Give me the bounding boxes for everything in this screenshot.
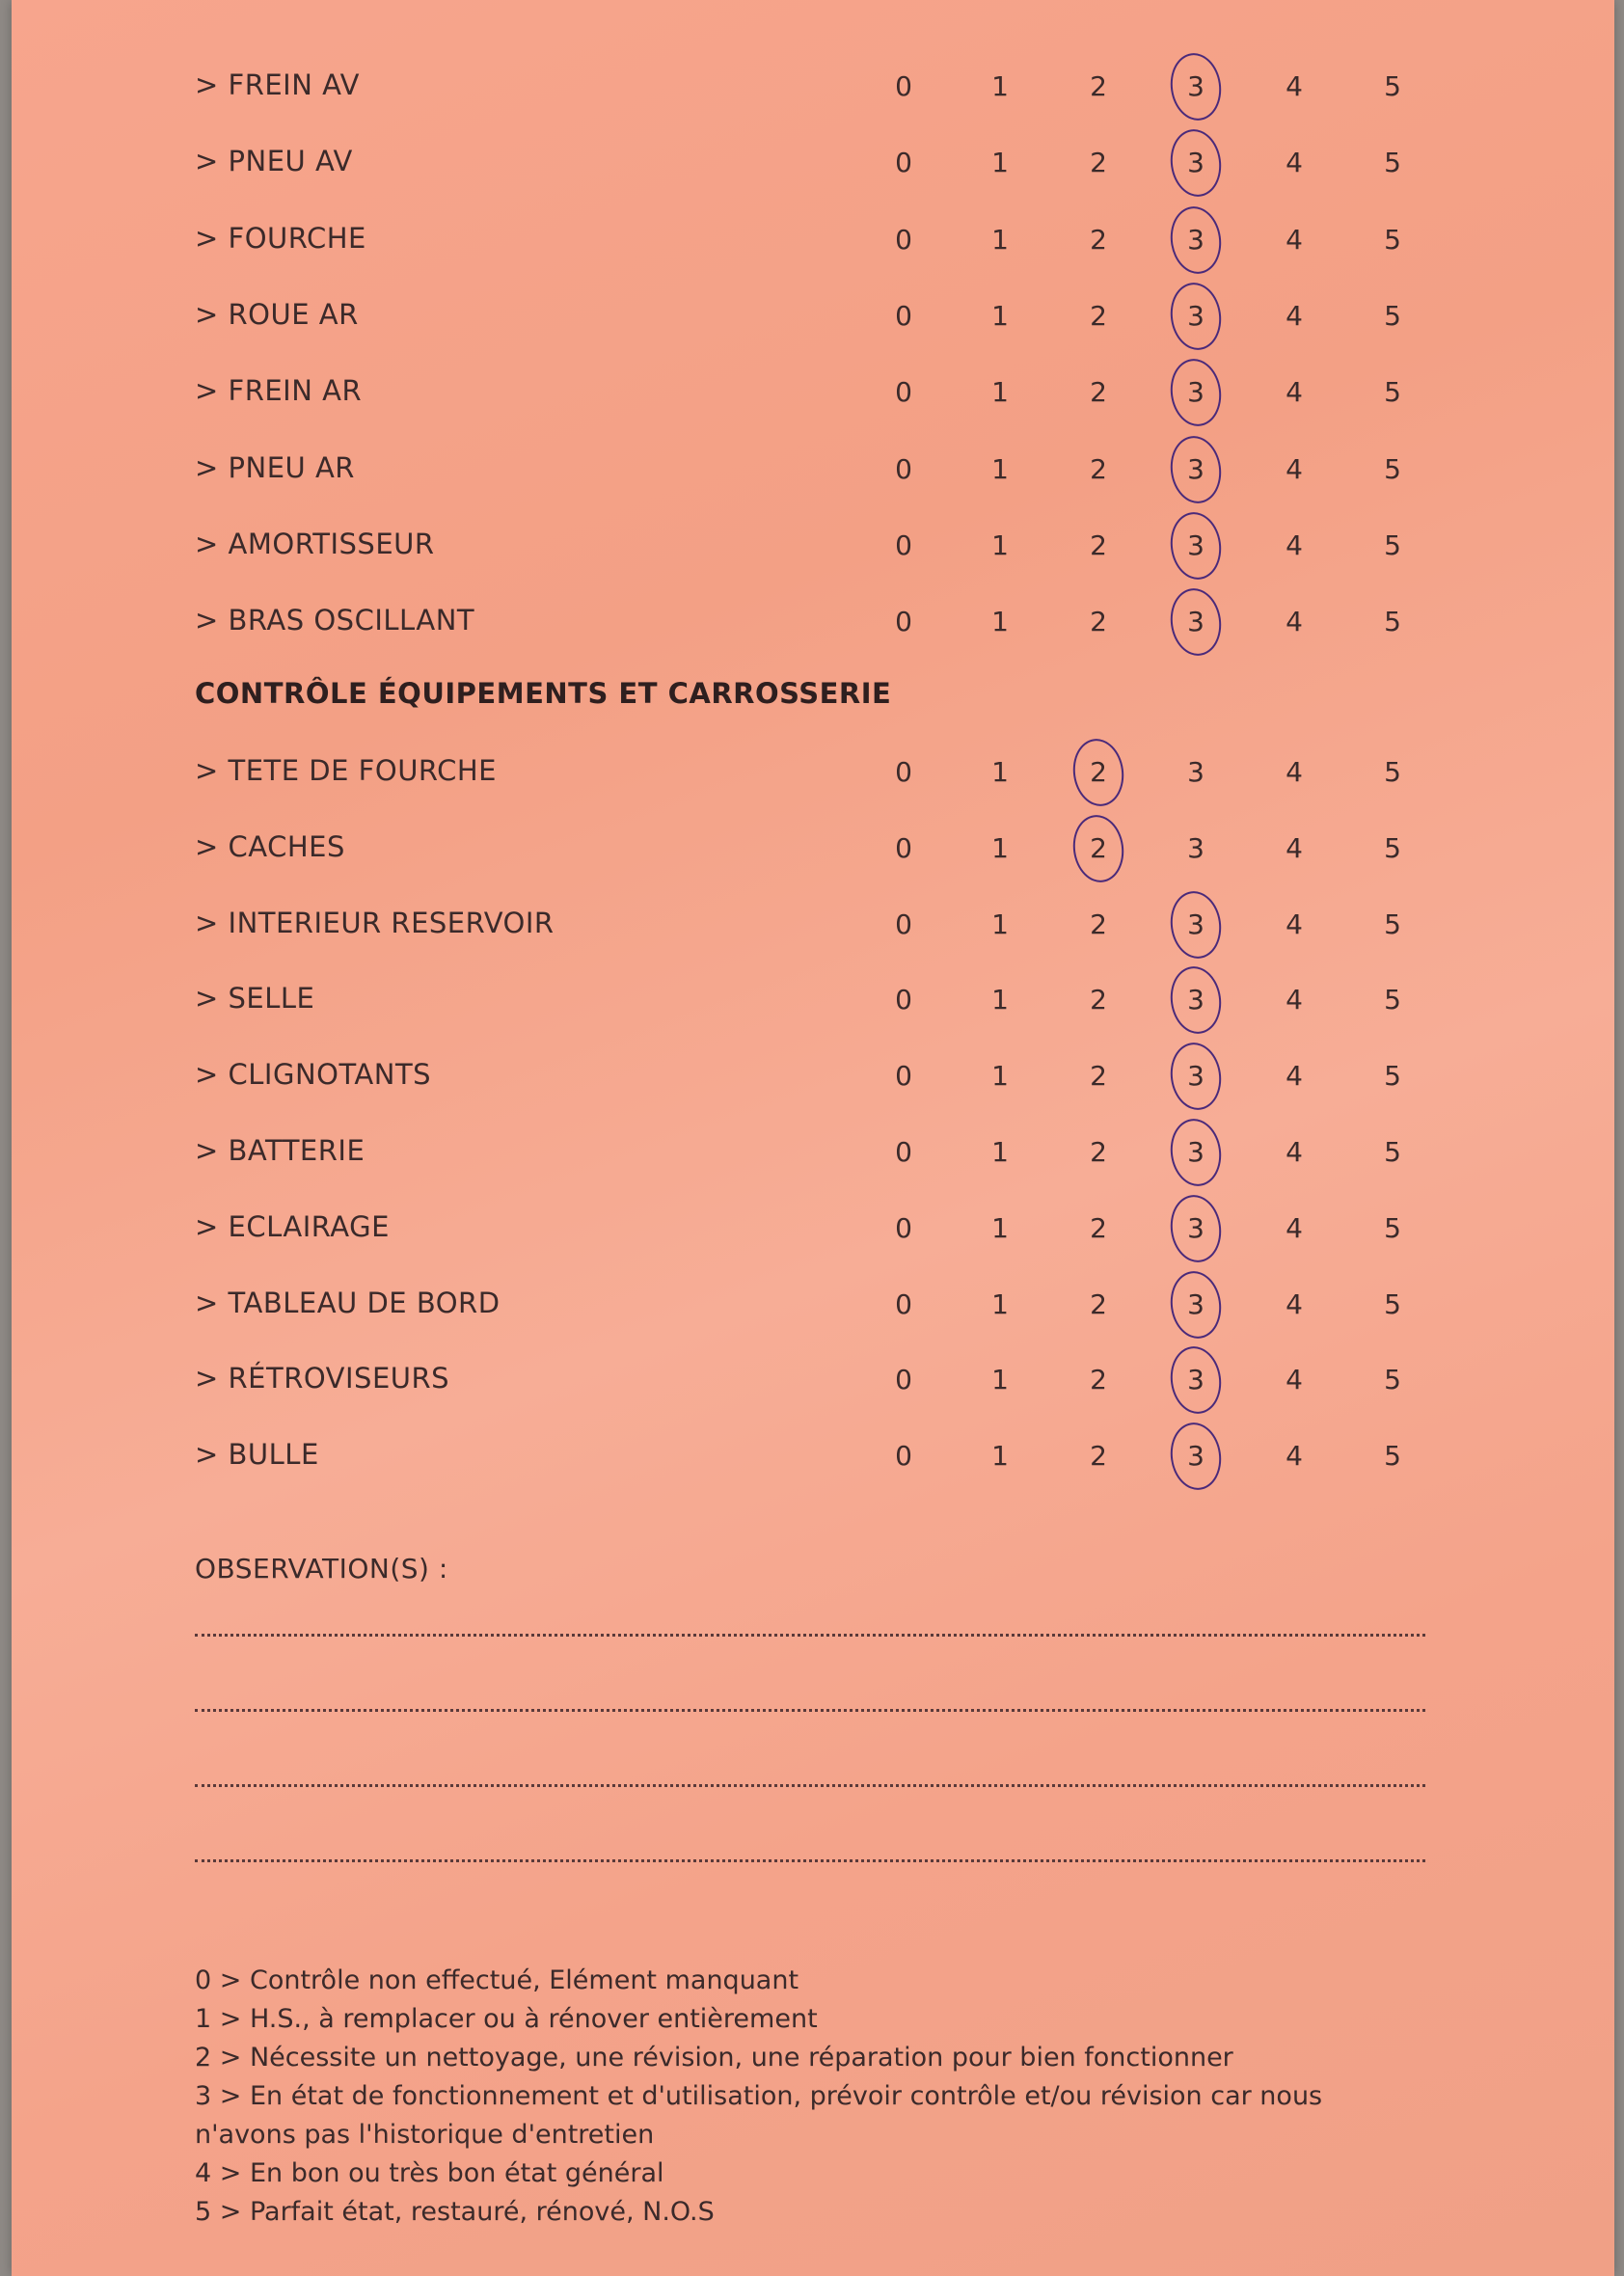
checklist-label: > RÉTROVISEURS <box>195 1362 450 1395</box>
score-option-3[interactable] <box>1177 376 1215 408</box>
checklist-row <box>12 368 1614 411</box>
score-option-4[interactable] <box>1275 224 1313 256</box>
observation-line[interactable] <box>195 1634 1425 1637</box>
selected-circle <box>1166 432 1225 506</box>
score-value: 3 <box>1187 831 1204 864</box>
score-value: 3 <box>1187 984 1204 1016</box>
observation-line[interactable] <box>195 1859 1425 1862</box>
score-value: 3 <box>1187 606 1204 638</box>
score-option-1[interactable] <box>981 1136 1019 1168</box>
score-option-2[interactable] <box>1079 1440 1118 1472</box>
selected-circle <box>1166 1116 1225 1190</box>
score-option-5[interactable] <box>1373 1364 1412 1395</box>
score-option-3[interactable] <box>1177 1212 1215 1244</box>
selected-circle <box>1069 736 1127 810</box>
score-value: 2 <box>1090 1211 1107 1244</box>
score-option-2[interactable] <box>1079 1060 1118 1092</box>
score-option-0[interactable] <box>884 606 923 637</box>
checklist-label: > FREIN AV <box>195 68 360 101</box>
score-value: 5 <box>1384 1440 1401 1473</box>
rating-legend <box>195 1962 1448 2232</box>
score-value: 0 <box>895 528 912 561</box>
score-value: 3 <box>1187 528 1204 561</box>
legend-line: n'avons pas l'historique d'entretien <box>195 2120 655 2150</box>
score-value: 5 <box>1384 70 1401 102</box>
score-option-4[interactable] <box>1275 756 1313 788</box>
score-option-0[interactable] <box>884 908 923 940</box>
score-value: 2 <box>1090 1287 1107 1320</box>
score-value: 2 <box>1090 1364 1107 1396</box>
score-value: 1 <box>991 528 1009 561</box>
score-value: 1 <box>991 1287 1009 1320</box>
score-option-3[interactable] <box>1177 453 1215 485</box>
checklist-label: > BRAS OSCILLANT <box>195 604 475 637</box>
score-option-1[interactable] <box>981 300 1019 332</box>
score-option-4[interactable] <box>1275 70 1313 102</box>
score-value: 1 <box>991 606 1009 638</box>
score-value: 2 <box>1090 756 1107 788</box>
score-option-4[interactable] <box>1275 832 1313 864</box>
score-option-2[interactable] <box>1079 908 1118 940</box>
selected-circle <box>1166 1343 1225 1418</box>
legend-line: 5 > Parfait état, restauré, rénové, N.O.S <box>195 2197 715 2227</box>
score-value: 5 <box>1384 147 1401 179</box>
score-option-3[interactable] <box>1177 1136 1215 1168</box>
checklist-row <box>12 1052 1614 1095</box>
score-value: 5 <box>1384 1060 1401 1093</box>
score-value: 4 <box>1286 70 1303 102</box>
score-option-0[interactable] <box>884 1212 923 1244</box>
score-value: 4 <box>1286 528 1303 561</box>
score-option-2[interactable] <box>1079 70 1118 102</box>
score-option-4[interactable] <box>1275 376 1313 408</box>
score-option-5[interactable] <box>1373 908 1412 940</box>
legend-line: 4 > En bon ou très bon état général <box>195 2158 664 2188</box>
score-value: 0 <box>895 147 912 179</box>
score-value: 3 <box>1187 756 1204 788</box>
score-option-0[interactable] <box>884 300 923 332</box>
score-option-1[interactable] <box>981 1440 1019 1472</box>
score-value: 3 <box>1187 1211 1204 1244</box>
score-value: 1 <box>991 1364 1009 1396</box>
score-option-4[interactable] <box>1275 1288 1313 1320</box>
checklist-row <box>12 139 1614 181</box>
score-option-4[interactable] <box>1275 453 1313 485</box>
score-option-3[interactable] <box>1177 1440 1215 1472</box>
legend-line: 1 > H.S., à remplacer ou à rénover entièrement <box>195 2004 818 2034</box>
selected-circle <box>1166 1040 1225 1114</box>
score-value: 3 <box>1187 1060 1204 1093</box>
score-value: 1 <box>991 147 1009 179</box>
score-option-5[interactable] <box>1373 756 1412 788</box>
score-option-3[interactable] <box>1177 224 1215 256</box>
checklist-row <box>12 1281 1614 1323</box>
score-value: 0 <box>895 299 912 332</box>
score-option-3[interactable] <box>1177 756 1215 788</box>
score-value: 3 <box>1187 452 1204 485</box>
selected-circle <box>1166 1192 1225 1266</box>
score-option-5[interactable] <box>1373 1136 1412 1168</box>
score-option-5[interactable] <box>1373 1060 1412 1092</box>
selected-circle <box>1166 1267 1225 1341</box>
score-option-0[interactable] <box>884 1288 923 1320</box>
score-value: 5 <box>1384 756 1401 788</box>
score-value: 0 <box>895 984 912 1016</box>
score-value: 4 <box>1286 1364 1303 1396</box>
checklist-row <box>12 825 1614 867</box>
score-value: 1 <box>991 452 1009 485</box>
checklist-label: > PNEU AV <box>195 145 353 178</box>
score-option-5[interactable] <box>1373 832 1412 864</box>
score-value: 0 <box>895 908 912 940</box>
legend-line: 3 > En état de fonctionnement et d'utilisation, prévoir contrôle et/ou révision car nous <box>195 2081 1323 2111</box>
score-option-0[interactable] <box>884 376 923 408</box>
score-value: 0 <box>895 1364 912 1396</box>
score-option-1[interactable] <box>981 1212 1019 1244</box>
score-option-0[interactable] <box>884 832 923 864</box>
score-option-3[interactable] <box>1177 1364 1215 1395</box>
score-value: 5 <box>1384 299 1401 332</box>
score-option-2[interactable] <box>1079 1212 1118 1244</box>
score-value: 5 <box>1384 984 1401 1016</box>
score-value: 5 <box>1384 528 1401 561</box>
score-option-0[interactable] <box>884 984 923 1016</box>
score-option-2[interactable] <box>1079 832 1118 864</box>
checklist-label: > INTERIEUR RESERVOIR <box>195 906 555 939</box>
score-option-5[interactable] <box>1373 1288 1412 1320</box>
score-value: 0 <box>895 1060 912 1093</box>
score-option-3[interactable] <box>1177 1060 1215 1092</box>
score-value: 3 <box>1187 1364 1204 1396</box>
score-value: 5 <box>1384 606 1401 638</box>
score-value: 1 <box>991 1136 1009 1168</box>
score-option-0[interactable] <box>884 453 923 485</box>
score-option-3[interactable] <box>1177 984 1215 1016</box>
score-option-2[interactable] <box>1079 1364 1118 1395</box>
score-option-0[interactable] <box>884 147 923 178</box>
score-option-1[interactable] <box>981 1364 1019 1395</box>
selected-circle <box>1166 1420 1225 1494</box>
selected-circle <box>1166 280 1225 354</box>
score-option-1[interactable] <box>981 606 1019 637</box>
score-option-3[interactable] <box>1177 606 1215 637</box>
score-option-4[interactable] <box>1275 529 1313 561</box>
score-option-5[interactable] <box>1373 606 1412 637</box>
score-value: 4 <box>1286 984 1303 1016</box>
score-value: 3 <box>1187 908 1204 940</box>
score-option-2[interactable] <box>1079 147 1118 178</box>
score-value: 2 <box>1090 223 1107 256</box>
checklist-row <box>12 901 1614 943</box>
selected-circle <box>1166 203 1225 277</box>
score-option-4[interactable] <box>1275 908 1313 940</box>
score-value: 0 <box>895 1136 912 1168</box>
score-value: 1 <box>991 756 1009 788</box>
checklist-label: > TABLEAU DE BORD <box>195 1286 501 1319</box>
score-value: 4 <box>1286 147 1303 179</box>
score-value: 3 <box>1187 70 1204 102</box>
score-option-5[interactable] <box>1373 529 1412 561</box>
score-option-1[interactable] <box>981 756 1019 788</box>
score-option-4[interactable] <box>1275 1364 1313 1395</box>
score-option-4[interactable] <box>1275 147 1313 178</box>
score-value: 3 <box>1187 1287 1204 1320</box>
score-value: 1 <box>991 908 1009 940</box>
observation-line[interactable] <box>195 1709 1425 1712</box>
checklist-label: > AMORTISSEUR <box>195 527 435 560</box>
score-option-2[interactable] <box>1079 1288 1118 1320</box>
score-option-1[interactable] <box>981 984 1019 1016</box>
score-value: 4 <box>1286 606 1303 638</box>
score-value: 4 <box>1286 1211 1303 1244</box>
score-value: 2 <box>1090 452 1107 485</box>
inspection-sheet <box>12 0 1614 2276</box>
score-value: 1 <box>991 299 1009 332</box>
score-value: 0 <box>895 452 912 485</box>
score-option-4[interactable] <box>1275 300 1313 332</box>
score-option-4[interactable] <box>1275 984 1313 1016</box>
score-value: 4 <box>1286 908 1303 940</box>
checklist-label: > CLIGNOTANTS <box>195 1058 432 1092</box>
selected-circle <box>1166 585 1225 660</box>
score-value: 2 <box>1090 984 1107 1016</box>
checklist-label: > BULLE <box>195 1438 319 1472</box>
score-value: 0 <box>895 1211 912 1244</box>
score-option-3[interactable] <box>1177 832 1215 864</box>
score-value: 2 <box>1090 831 1107 864</box>
score-value: 0 <box>895 606 912 638</box>
checklist-row <box>12 1205 1614 1247</box>
score-option-4[interactable] <box>1275 606 1313 637</box>
checklist-row <box>12 216 1614 258</box>
score-value: 1 <box>991 70 1009 102</box>
score-value: 5 <box>1384 223 1401 256</box>
score-value: 2 <box>1090 606 1107 638</box>
score-option-0[interactable] <box>884 1136 923 1168</box>
checklist-row <box>12 1432 1614 1475</box>
score-option-5[interactable] <box>1373 376 1412 408</box>
score-option-5[interactable] <box>1373 224 1412 256</box>
checklist-row <box>12 522 1614 564</box>
score-option-1[interactable] <box>981 224 1019 256</box>
score-value: 3 <box>1187 1136 1204 1168</box>
score-value: 1 <box>991 1440 1009 1473</box>
score-value: 4 <box>1286 299 1303 332</box>
checklist-label: > FREIN AR <box>195 374 363 408</box>
checklist-label: > PNEU AR <box>195 450 355 484</box>
score-value: 5 <box>1384 1287 1401 1320</box>
score-option-3[interactable] <box>1177 908 1215 940</box>
score-value: 5 <box>1384 376 1401 409</box>
score-value: 2 <box>1090 908 1107 940</box>
score-value: 2 <box>1090 1440 1107 1473</box>
selected-circle <box>1166 887 1225 962</box>
score-value: 0 <box>895 223 912 256</box>
score-option-5[interactable] <box>1373 453 1412 485</box>
selected-circle <box>1166 963 1225 1038</box>
score-value: 3 <box>1187 223 1204 256</box>
selected-circle <box>1166 356 1225 430</box>
checklist-row <box>12 63 1614 105</box>
checklist-label: > FOURCHE <box>195 221 366 255</box>
checklist-label: > BATTERIE <box>195 1134 365 1167</box>
score-option-2[interactable] <box>1079 224 1118 256</box>
score-value: 3 <box>1187 1440 1204 1473</box>
score-option-3[interactable] <box>1177 147 1215 178</box>
section-title: CONTRÔLE ÉQUIPEMENTS ET CARROSSERIE <box>195 677 892 710</box>
score-option-1[interactable] <box>981 832 1019 864</box>
score-value: 2 <box>1090 1136 1107 1168</box>
score-option-5[interactable] <box>1373 984 1412 1016</box>
score-value: 0 <box>895 831 912 864</box>
score-value: 4 <box>1286 452 1303 485</box>
checklist-label: > CACHES <box>195 829 345 863</box>
score-option-0[interactable] <box>884 756 923 788</box>
score-value: 2 <box>1090 70 1107 102</box>
score-option-3[interactable] <box>1177 529 1215 561</box>
score-option-5[interactable] <box>1373 1440 1412 1472</box>
score-option-1[interactable] <box>981 908 1019 940</box>
score-value: 5 <box>1384 908 1401 940</box>
selected-circle <box>1166 126 1225 201</box>
score-value: 1 <box>991 831 1009 864</box>
score-option-2[interactable] <box>1079 1136 1118 1168</box>
score-option-4[interactable] <box>1275 1136 1313 1168</box>
score-option-0[interactable] <box>884 1364 923 1395</box>
score-value: 1 <box>991 1211 1009 1244</box>
score-value: 3 <box>1187 147 1204 179</box>
score-option-5[interactable] <box>1373 147 1412 178</box>
score-value: 1 <box>991 223 1009 256</box>
score-value: 4 <box>1286 1060 1303 1093</box>
score-value: 1 <box>991 376 1009 409</box>
score-value: 2 <box>1090 376 1107 409</box>
score-value: 5 <box>1384 1364 1401 1396</box>
score-option-3[interactable] <box>1177 300 1215 332</box>
score-option-0[interactable] <box>884 70 923 102</box>
score-option-0[interactable] <box>884 1440 923 1472</box>
score-option-2[interactable] <box>1079 300 1118 332</box>
score-value: 1 <box>991 1060 1009 1093</box>
score-value: 2 <box>1090 528 1107 561</box>
score-value: 0 <box>895 1440 912 1473</box>
score-value: 0 <box>895 376 912 409</box>
score-option-5[interactable] <box>1373 70 1412 102</box>
score-option-0[interactable] <box>884 224 923 256</box>
score-value: 5 <box>1384 1211 1401 1244</box>
score-option-3[interactable] <box>1177 70 1215 102</box>
score-value: 4 <box>1286 1136 1303 1168</box>
score-option-1[interactable] <box>981 70 1019 102</box>
score-option-0[interactable] <box>884 1060 923 1092</box>
checklist-row <box>12 598 1614 640</box>
score-option-1[interactable] <box>981 453 1019 485</box>
checklist-row <box>12 292 1614 335</box>
score-value: 0 <box>895 70 912 102</box>
score-value: 4 <box>1286 1287 1303 1320</box>
checklist-label: > ROUE AR <box>195 297 359 331</box>
score-option-5[interactable] <box>1373 300 1412 332</box>
score-option-2[interactable] <box>1079 376 1118 408</box>
observation-line[interactable] <box>195 1784 1425 1787</box>
score-option-1[interactable] <box>981 376 1019 408</box>
checklist-row <box>12 748 1614 791</box>
selected-circle <box>1166 509 1225 583</box>
score-value: 5 <box>1384 452 1401 485</box>
score-value: 1 <box>991 984 1009 1016</box>
score-value: 2 <box>1090 299 1107 332</box>
score-option-4[interactable] <box>1275 1440 1313 1472</box>
legend-line: 0 > Contrôle non effectué, Elément manquant <box>195 1965 799 1995</box>
checklist-label: > SELLE <box>195 982 315 1016</box>
score-value: 4 <box>1286 376 1303 409</box>
score-option-5[interactable] <box>1373 1212 1412 1244</box>
score-option-1[interactable] <box>981 529 1019 561</box>
score-value: 4 <box>1286 831 1303 864</box>
score-value: 3 <box>1187 376 1204 409</box>
score-option-2[interactable] <box>1079 453 1118 485</box>
score-value: 5 <box>1384 1136 1401 1168</box>
score-value: 0 <box>895 756 912 788</box>
score-value: 4 <box>1286 1440 1303 1473</box>
score-value: 0 <box>895 1287 912 1320</box>
checklist-row <box>12 446 1614 488</box>
checklist-row <box>12 1128 1614 1171</box>
score-option-2[interactable] <box>1079 606 1118 637</box>
score-value: 4 <box>1286 223 1303 256</box>
score-option-4[interactable] <box>1275 1212 1313 1244</box>
checklist-label: > ECLAIRAGE <box>195 1209 390 1243</box>
score-value: 2 <box>1090 147 1107 179</box>
score-value: 5 <box>1384 831 1401 864</box>
score-option-1[interactable] <box>981 1060 1019 1092</box>
score-option-2[interactable] <box>1079 529 1118 561</box>
checklist-label: > TETE DE FOURCHE <box>195 754 497 787</box>
score-option-1[interactable] <box>981 147 1019 178</box>
score-option-2[interactable] <box>1079 984 1118 1016</box>
score-value: 2 <box>1090 1060 1107 1093</box>
score-option-0[interactable] <box>884 529 923 561</box>
score-option-1[interactable] <box>981 1288 1019 1320</box>
score-option-2[interactable] <box>1079 756 1118 788</box>
score-value: 3 <box>1187 299 1204 332</box>
observations-title: OBSERVATION(S) : <box>195 1553 448 1585</box>
selected-circle <box>1166 50 1225 124</box>
score-value: 4 <box>1286 756 1303 788</box>
checklist-row <box>12 976 1614 1018</box>
selected-circle <box>1069 812 1127 886</box>
checklist-row <box>12 1356 1614 1398</box>
score-option-4[interactable] <box>1275 1060 1313 1092</box>
legend-line: 2 > Nécessite un nettoyage, une révision, une réparation pour bien fonctionner <box>195 2043 1233 2073</box>
score-option-3[interactable] <box>1177 1288 1215 1320</box>
